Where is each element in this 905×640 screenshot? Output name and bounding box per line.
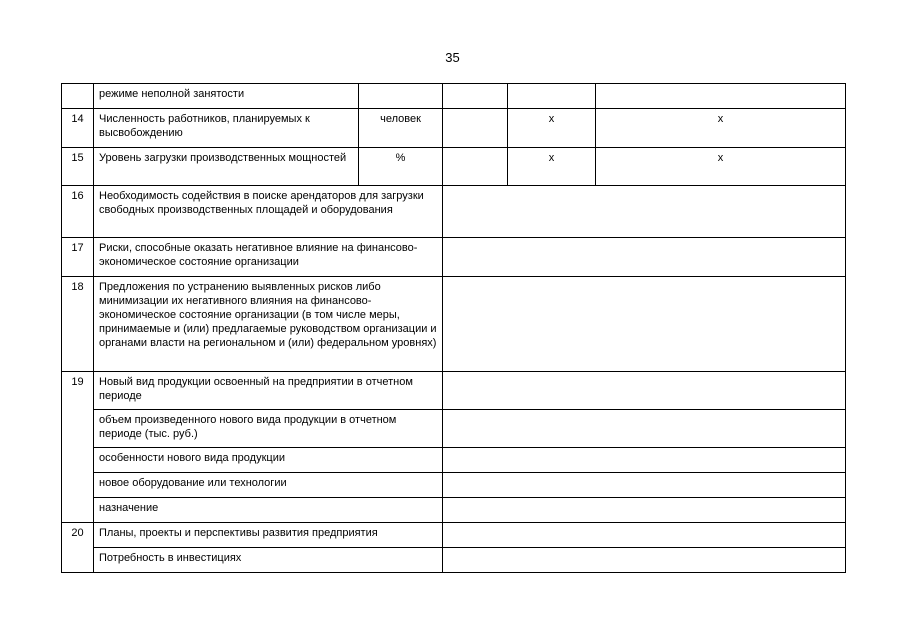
table-row bbox=[62, 410, 846, 448]
table-row bbox=[62, 148, 846, 186]
table-row bbox=[62, 498, 846, 523]
value-cell bbox=[443, 410, 846, 448]
table-row bbox=[62, 186, 846, 238]
row-label-cell: новое оборудование или технологии bbox=[94, 473, 443, 498]
value-cell: х bbox=[596, 148, 846, 186]
value-cell bbox=[443, 277, 846, 372]
row-label-cell: Новый вид продукции освоенный на предприятии в отчетном периоде bbox=[94, 372, 443, 410]
value-cell bbox=[443, 186, 846, 238]
row-label-cell: объем произведенного нового вида продукции в отчетном периоде (тыс. руб.) bbox=[94, 410, 443, 448]
row-number-cell bbox=[62, 84, 94, 109]
table-row bbox=[62, 448, 846, 473]
value-cell: х bbox=[508, 148, 596, 186]
value-cell: х bbox=[596, 109, 846, 148]
value-cell bbox=[443, 448, 846, 473]
row-number-cell: 18 bbox=[62, 277, 94, 372]
row-number-cell: 16 bbox=[62, 186, 94, 238]
form-table bbox=[61, 83, 846, 573]
value-cell: х bbox=[508, 109, 596, 148]
value-cell bbox=[443, 548, 846, 573]
value-cell bbox=[443, 84, 508, 109]
table-row bbox=[62, 109, 846, 148]
value-cell bbox=[443, 148, 508, 186]
table-row bbox=[62, 372, 846, 410]
value-cell bbox=[443, 238, 846, 277]
table-row bbox=[62, 473, 846, 498]
unit-cell: человек bbox=[359, 109, 443, 148]
row-number-cell: 15 bbox=[62, 148, 94, 186]
row-number-cell: 20 bbox=[62, 523, 94, 573]
value-cell bbox=[596, 84, 846, 109]
unit-cell: % bbox=[359, 148, 443, 186]
row-number-cell: 14 bbox=[62, 109, 94, 148]
row-number-cell: 19 bbox=[62, 372, 94, 523]
row-label-cell: Риски, способные оказать негативное влияние на финансово-экономическое состояние организации bbox=[94, 238, 443, 277]
value-cell bbox=[443, 109, 508, 148]
page-number: 35 bbox=[445, 50, 460, 65]
value-cell bbox=[443, 473, 846, 498]
row-label-cell: режиме неполной занятости bbox=[94, 84, 359, 109]
table-row bbox=[62, 523, 846, 548]
row-label-cell: особенности нового вида продукции bbox=[94, 448, 443, 473]
row-label-cell: Необходимость содействия в поиске арендаторов для загрузки свободных производственных площадей и оборудования bbox=[94, 186, 443, 238]
table-row bbox=[62, 548, 846, 573]
row-label-cell: Потребность в инвестициях bbox=[94, 548, 443, 573]
row-number-cell: 17 bbox=[62, 238, 94, 277]
row-label-cell: Планы, проекты и перспективы развития предприятия bbox=[94, 523, 443, 548]
row-label-cell: Численность работников, планируемых к высвобождению bbox=[94, 109, 359, 148]
row-label-cell: Предложения по устранению выявленных рисков либо минимизации их негативного влияния на финансово-экономическое состояние организации (в том числе меры, принимаемые и (или) предлагаемые руководством организации и органами власти на региональном и (или) федеральном уровнях) bbox=[94, 277, 443, 372]
row-label-cell: Уровень загрузки производственных мощностей bbox=[94, 148, 359, 186]
table-row bbox=[62, 84, 846, 109]
table-row bbox=[62, 238, 846, 277]
row-label-cell: назначение bbox=[94, 498, 443, 523]
unit-cell bbox=[359, 84, 443, 109]
value-cell bbox=[508, 84, 596, 109]
table-row bbox=[62, 277, 846, 372]
value-cell bbox=[443, 372, 846, 410]
value-cell bbox=[443, 498, 846, 523]
value-cell bbox=[443, 523, 846, 548]
